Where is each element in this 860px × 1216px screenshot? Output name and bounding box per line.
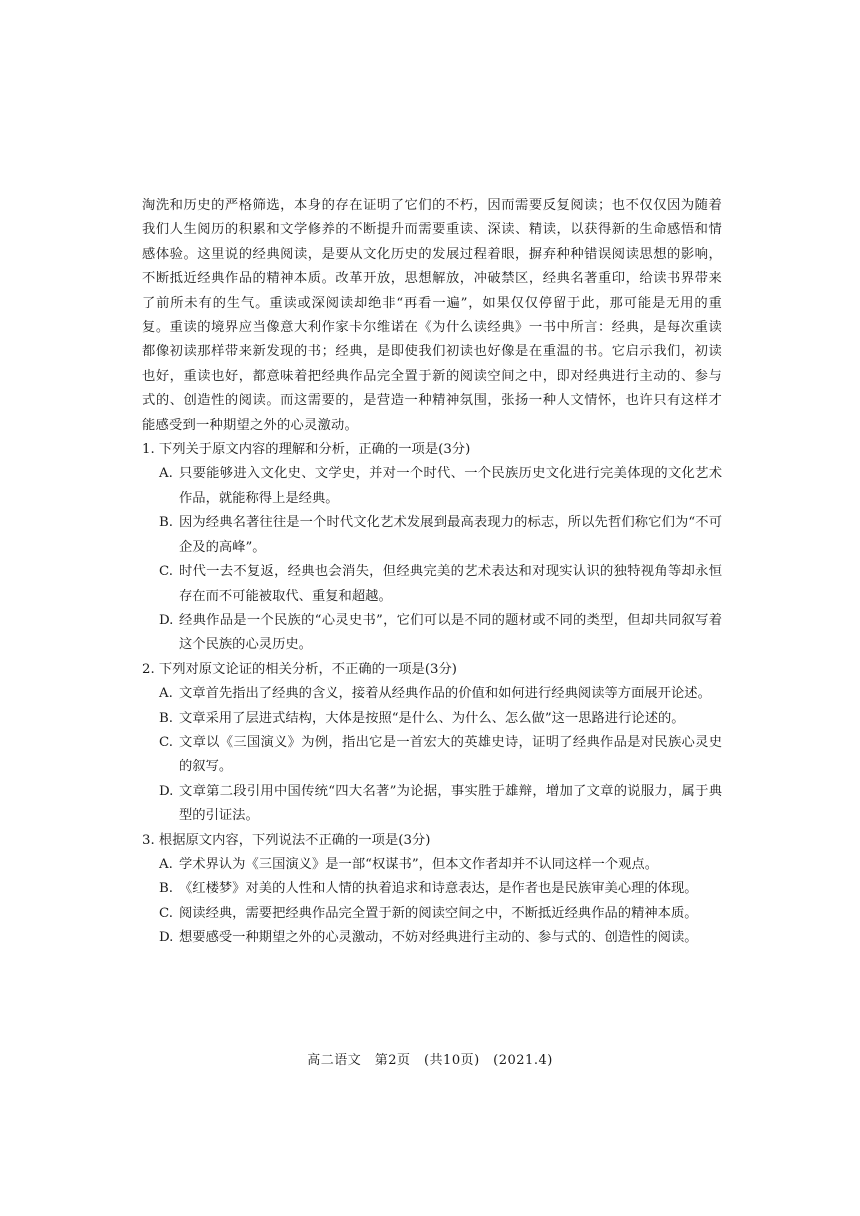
option-letter: A. — [159, 856, 173, 872]
reading-passage — [142, 194, 722, 438]
option-letter: B. — [159, 710, 173, 726]
option-a — [142, 462, 722, 511]
option-letter: B. — [159, 881, 173, 897]
option-b — [142, 707, 722, 731]
option-c — [142, 560, 722, 609]
option-text: 学术界认为《三国演义》是一部“权谋书”，但本文作者却并不认同这样一个观点。 — [179, 856, 658, 872]
option-letter: C. — [159, 564, 173, 580]
option-c — [142, 902, 722, 926]
option-text: 想要感受一种期望之外的心灵激动，不妨对经典进行主动的、参与式的、创造性的阅读。 — [179, 930, 698, 946]
question-2 — [142, 658, 722, 829]
option-letter: C. — [159, 905, 173, 921]
option-d — [142, 926, 722, 950]
option-text: 因为经典名著往往是一个时代文化艺术发展到最高表现力的标志，所以先哲们称它们为“不可企及的高峰”。 — [179, 515, 722, 555]
option-letter: D. — [159, 612, 174, 628]
option-text: 经典作品是一个民族的“心灵史书”，它们可以是不同的题材或不同的类型，但却共同叙写着这个民族的心灵历史。 — [179, 612, 722, 653]
question-3 — [142, 829, 722, 951]
option-text: 文章以《三国演义》为例，指出它是一首宏大的英雄史诗，证明了经典作品是对民族心灵史的叙写。 — [179, 734, 722, 775]
page-footer: 高二语文 第2页 (共10页) (2021.4) — [307, 1053, 553, 1068]
option-b — [142, 877, 722, 901]
option-text: 文章第二段引用中国传统“四大名著”为论据，事实胜于雄辩，增加了文章的说服力，属于典型的引证法。 — [179, 783, 722, 824]
exam-page — [142, 194, 722, 951]
option-a — [142, 853, 722, 877]
option-d — [142, 609, 722, 658]
option-d — [142, 780, 722, 829]
option-text: 只要能够进入文化史、文学史，并对一个时代、一个民族历史文化进行完美体现的文化艺术作品，就能称得上是经典。 — [179, 466, 722, 506]
question-stem: 1. 下列关于原文内容的理解和分析，正确的一项是(3分) — [142, 442, 471, 458]
question-stem: 2. 下列对原文论证的相关分析，不正确的一项是(3分) — [142, 661, 457, 677]
question-1 — [142, 438, 722, 658]
option-a — [142, 682, 722, 706]
option-text: 《红楼梦》对美的人性和人情的执着追求和诗意表达，是作者也是民族审美心理的体现。 — [179, 881, 698, 897]
option-letter: D. — [159, 930, 174, 946]
passage-paragraph: 淘洗和历史的严格筛选，本身的存在证明了它们的不朽，因而需要反复阅读；也不仅仅因为随着我们人生阅历的积累和文学修养的不断提升而需要重读、深读、精读，以获得新的生命感悟和情感体验。这里说的经典阅读，是要从文化历史的发展过程着眼，摒弃种种错误阅读思想的影响，不断抵近经典作品的精神本质。改革开放，思想解放，冲破禁区，经典名著重印，给读书界带来了前所未有的生气。重读或深阅读却绝非“再看一遍”，如果仅仅停留于此，那可能是无用的重复。重读的境界应当像意大利作家卡尔维诺在《为什么读经典》一书中所言：经典，是每次重读都像初读那样带来新发现的书；经典，是即使我们初读也好像是在重温的书。它启示我们，初读也好，重读也好，都意味着把经典作品完全置于新的阅读空间之中，即对经典进行主动的、参与式的、创造性的阅读。而这需要的，是营造一种精神氛围，张扬一种人文情怀，也许只有这样才能感受到一种期望之外的心灵激动。 — [142, 198, 722, 433]
option-text: 文章首先指出了经典的含义，接着从经典作品的价值和如何进行经典阅读等方面展开论述。 — [179, 686, 711, 702]
option-b — [142, 511, 722, 560]
option-c — [142, 731, 722, 780]
option-letter: B. — [159, 515, 173, 531]
option-letter: C. — [159, 734, 173, 750]
question-stem: 3. 根据原文内容，下列说法不正确的一项是(3分) — [142, 832, 431, 848]
option-text: 阅读经典，需要把经典作品完全置于新的阅读空间之中，不断抵近经典作品的精神本质。 — [179, 905, 698, 921]
option-letter: A. — [159, 686, 173, 702]
option-text: 时代一去不复返，经典也会消失，但经典完美的艺术表达和对现实认识的独特视角等却永恒存在而不可能被取代、重复和超越。 — [179, 564, 722, 604]
option-text: 文章采用了层进式结构，大体是按照“是什么、为什么、怎么做”这一思路进行论述的。 — [179, 710, 685, 726]
option-letter: A. — [159, 466, 173, 482]
option-letter: D. — [159, 783, 174, 799]
